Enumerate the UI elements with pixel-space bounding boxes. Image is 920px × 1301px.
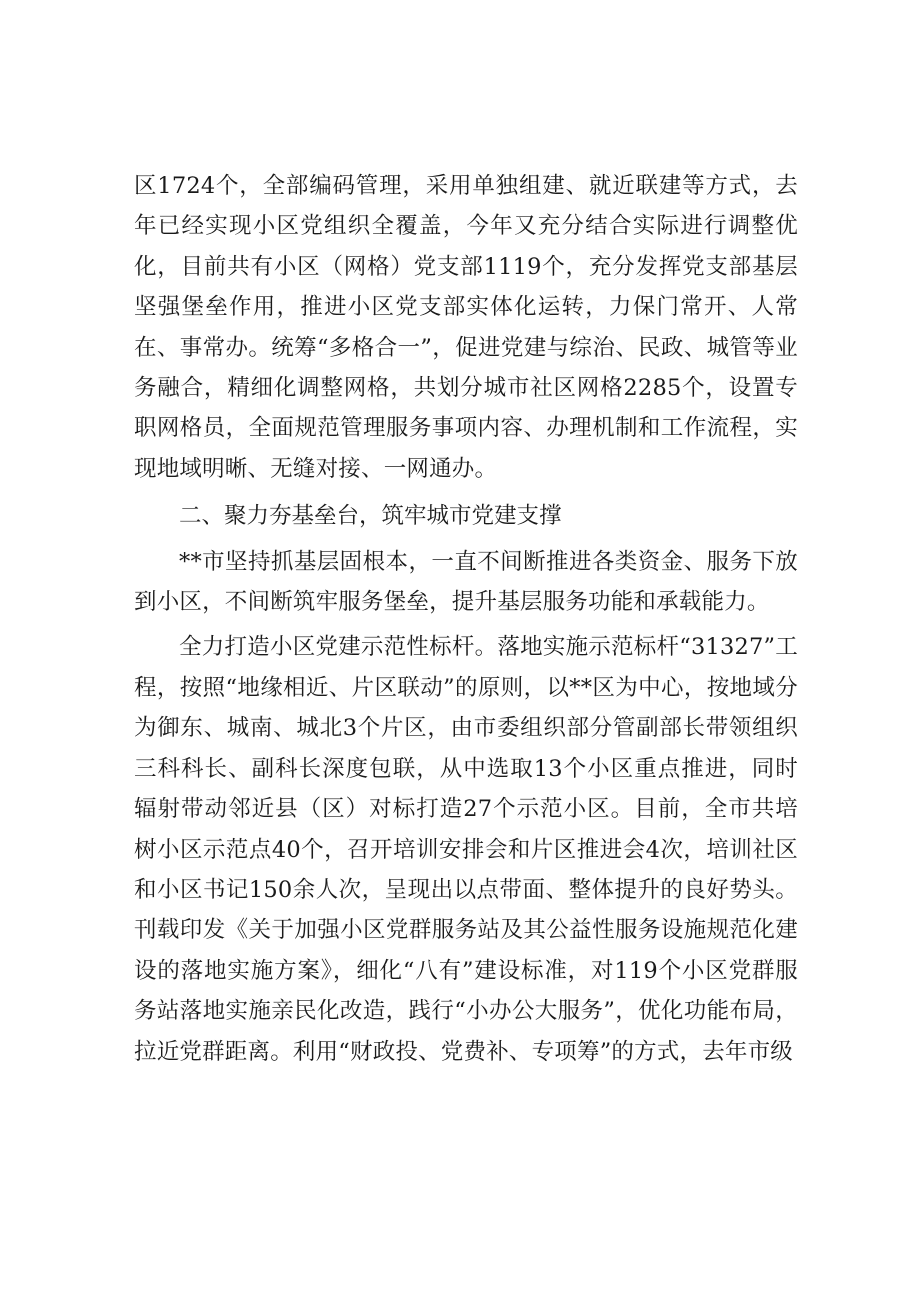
- paragraph-continuation: 区1724个，全部编码管理，采用单独组建、就近联建等方式，去年已经实现小区党组织全覆盖，今年又充分结合实际进行调整优化，目前共有小区（网格）党支部1119个，充分发挥党支部基层坚强堡垒作用，推进小区党支部实体化运转，力保门常开、人常在、事常办。统筹“多格合一”，促进党建与综治、民政、城管等业务融合，精细化调整网格，共划分城市社区网格2285个，设置专职网格员，全面规范管理服务事项内容、办理机制和工作流程，实现地域明晰、无缝对接、一网通办。: [134, 173, 798, 482]
- paragraph-body: **市坚持抓基层固根本，一直不间断推进各类资金、服务下放到小区，不间断筑牢服务堡垒，提升基层服务功能和承载能力。: [134, 548, 798, 616]
- paragraph-body: 全力打造小区党建示范性标杆。落地实施示范标杆“31327”工程，按照“地缘相近、片区联动”的原则，以**区为中心，按地域分为御东、城南、城北3个片区，由市委组织部分管副部长带领组织三科科长、副科长深度包联，从中选取13个小区重点推进，同时辐射带动邻近县（区）对标打造27个示范小区。目前，全市共培树小区示范点40个，召开培训安排会和片区推进会4次，培训社区和小区书记150余人次，呈现出以点带面、整体提升的良好势头。刊载印发《关于加强小区党群服务站及其公益性服务设施规范化建设的落地实施方案》，细化“八有”建设标准，对119个小区党群服务站落地实施亲民化改造，践行“小办公大服务”，优化功能布局，拉近党群距离。利用“财政投、党费补、专项筹”的方式，去年市级: [134, 634, 798, 1065]
- document-body: [134, 166, 798, 1072]
- section-heading: 二、聚力夯基垒台，筑牢城市党建支撑: [179, 503, 562, 530]
